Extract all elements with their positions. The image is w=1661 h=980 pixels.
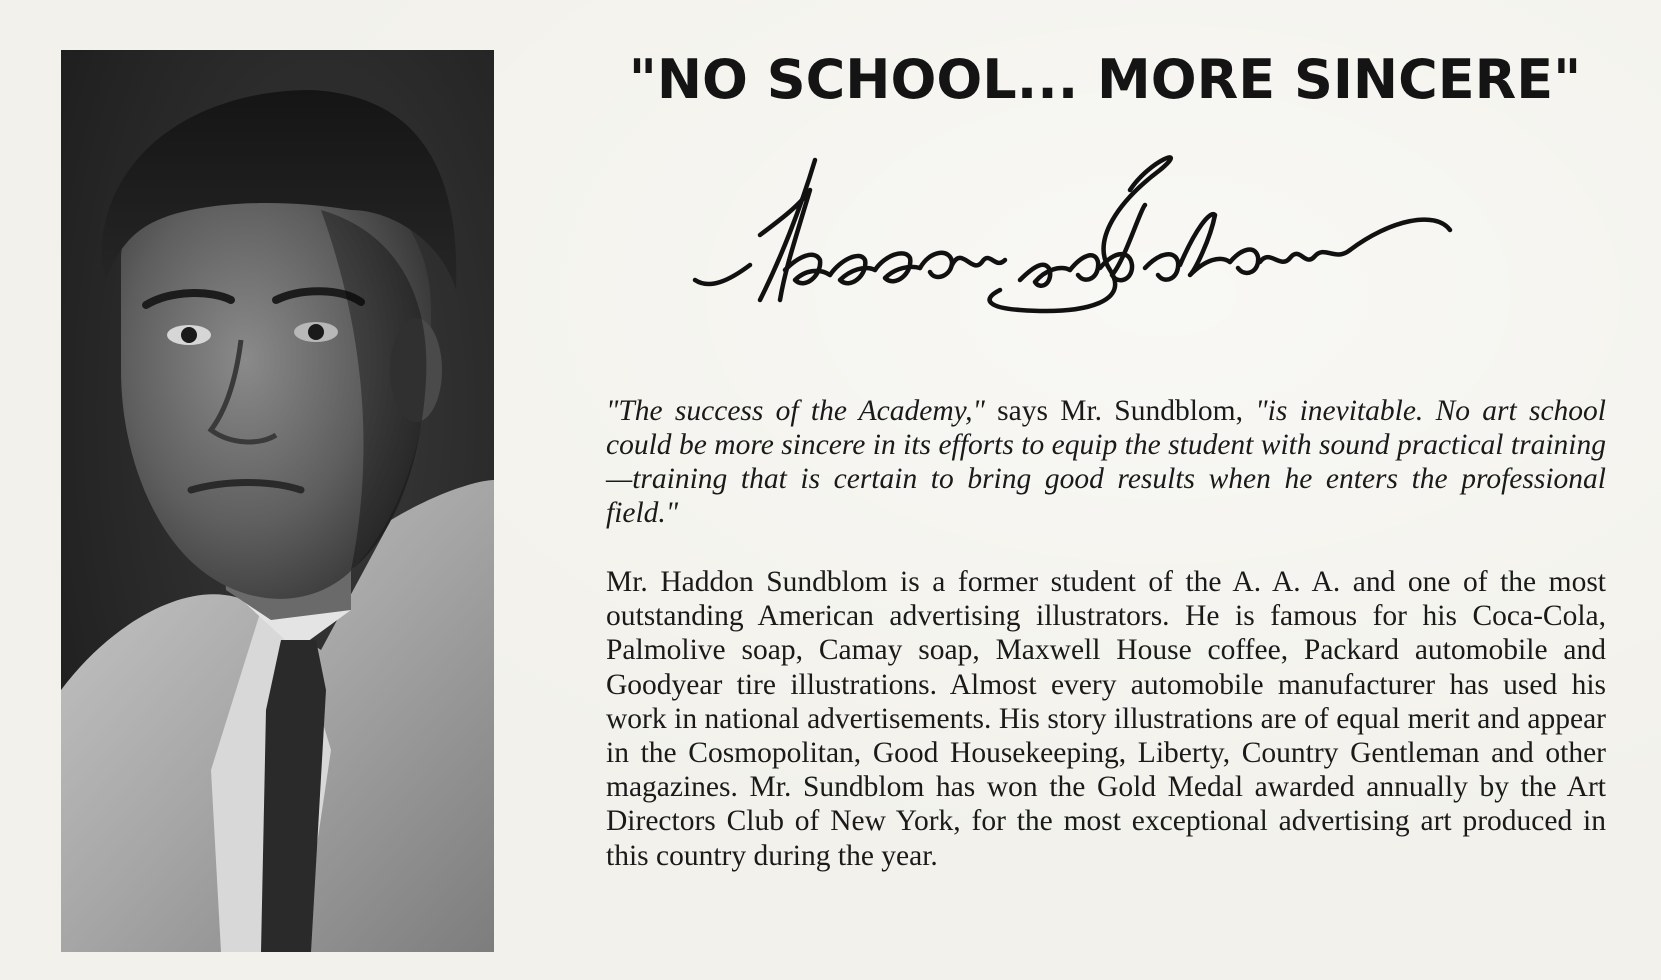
- quote-paragraph: [606, 394, 1606, 530]
- quote-part2: "is inevitable. No art school could be more sincere in its efforts to equip the student with sound practical training—training that is certain to bring good results when he enters the professional field.": [606, 395, 1606, 529]
- quote-attribution: says Mr. Sundblom,: [984, 395, 1256, 427]
- bio-paragraph: Mr. Haddon Sundblom is a former student of the A. A. A. and one of the most outstanding American advertising illustrators. He is famous for his Coca-Cola, Palmolive soap, Camay soap, Maxwell House coffee, Packard automobile and Goodyear tire illustrations. Almost every automobile manufacturer has used his work in national advertisements. His story illustrations are of equal merit and appear in the Cosmopolitan, Good Housekeeping, Liberty, Country Gentleman and other magazines. Mr. Sundblom has won the Gold Medal awarded annually by the Art Directors Club of New York, for the most exceptional advertising art produced in this country during the year.: [606, 566, 1606, 872]
- portrait-illustration: [61, 50, 494, 952]
- handwritten-signature: [690, 150, 1520, 325]
- signature: [690, 150, 1520, 325]
- headline: "NO SCHOOL... MORE SINCERE": [628, 48, 1582, 111]
- quote-part1: "The success of the Academy,": [606, 395, 985, 427]
- portrait-photo: [61, 50, 494, 952]
